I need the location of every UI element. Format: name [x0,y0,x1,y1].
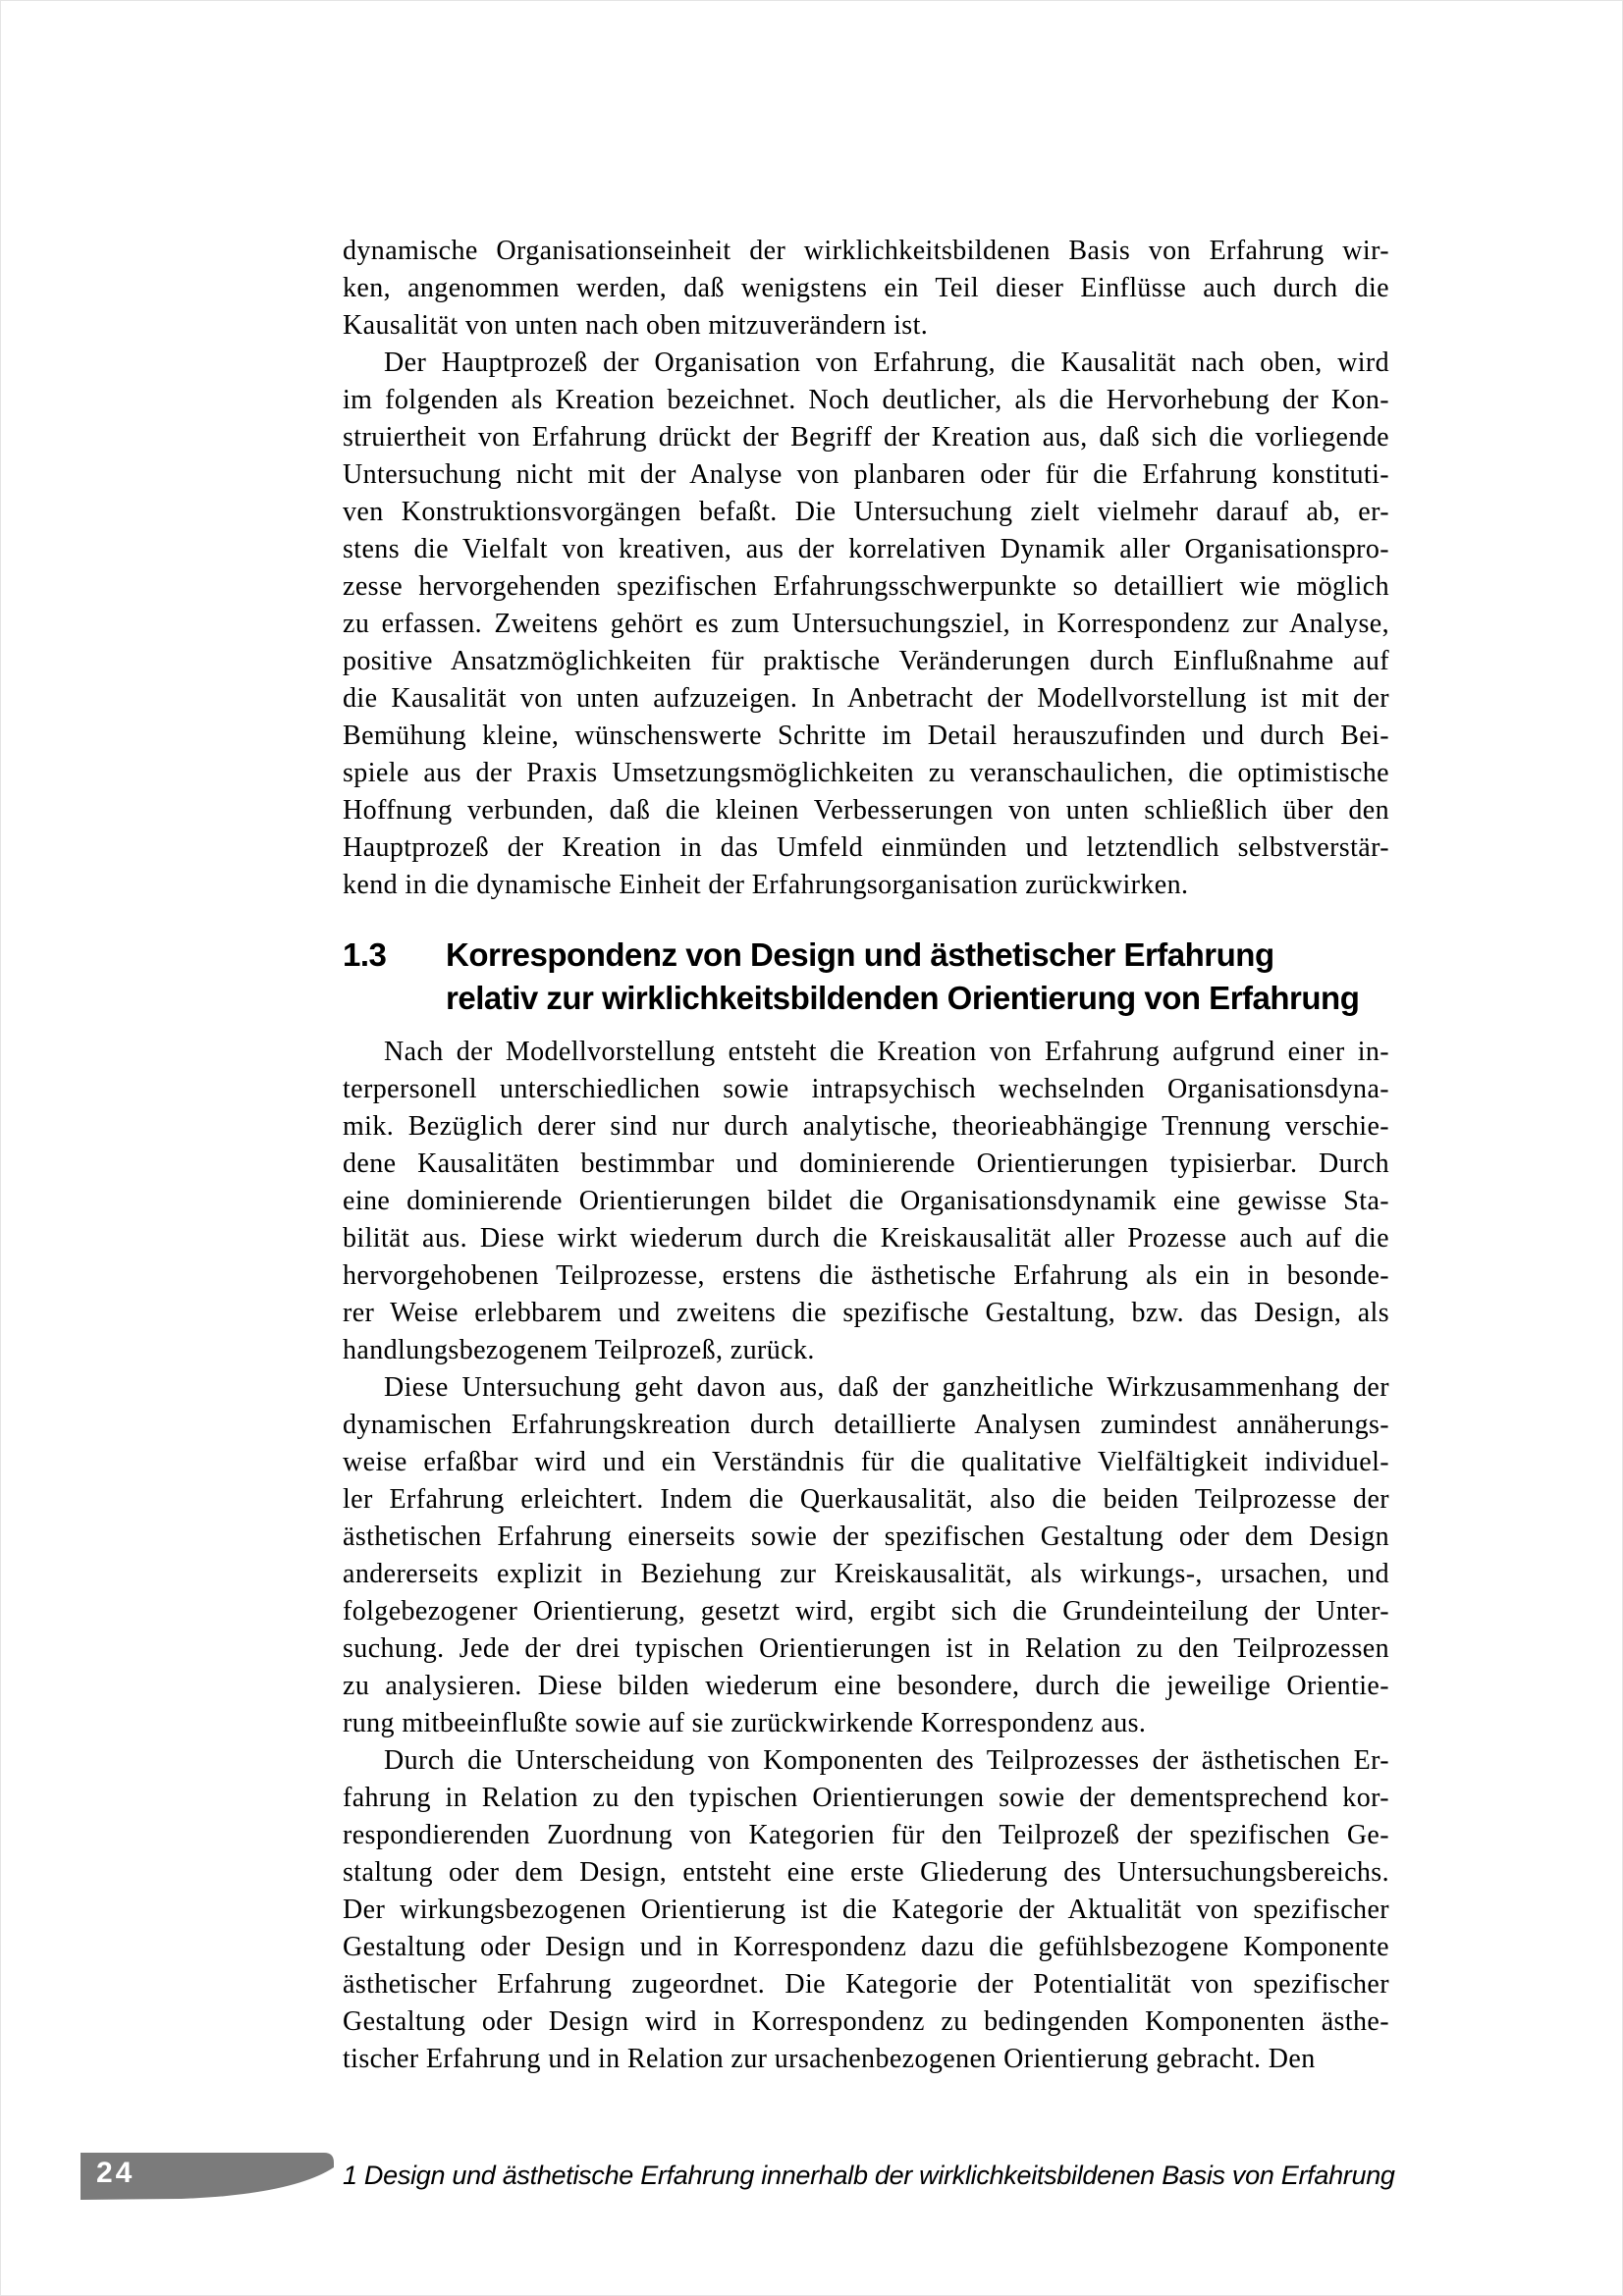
text-line: dene Kausalitäten bestimmbar und dominierende Orientierungen typisierbar. Durch [343,1148,1389,1179]
text-line: Diese Untersuchung geht davon aus, daß der ganzheitliche Wirkzusammenhang der [384,1372,1389,1403]
text-line: folgebezogener Orientierung, gesetzt wird, ergibt sich die Grundeinteilung der Unter- [343,1596,1389,1627]
text-line: zu analysieren. Diese bilden wiederum eine besondere, durch die jeweilige Orientie- [343,1671,1389,1701]
text-line: Kausalität von unten nach oben mitzuverändern ist. [343,310,929,341]
text-line: ästhetischen Erfahrung einerseits sowie der spezifischen Gestaltung oder dem Design [343,1522,1389,1552]
text-line: Gestaltung oder Design wird in Korrespondenz zu bedingenden Komponenten ästhe- [343,2006,1389,2037]
page-footer [1,2153,1623,2202]
body-paragraph [343,1742,1389,2078]
page-number: 24 [96,2157,135,2189]
text-line: weise erfaßbar wird und ein Verständnis für die qualitative Vielfältigkeit individuel- [343,1447,1389,1477]
text-line: suchung. Jede der drei typischen Orientierungen ist in Relation zu den Teilprozessen [343,1633,1389,1664]
body-paragraph [343,1034,1389,1369]
text-line: ken, angenommen werden, daß wenigstens ein Teil dieser Einflüsse auch durch die [343,273,1389,303]
text-line: spiele aus der Praxis Umsetzungsmöglichkeiten zu veranschaulichen, die optimistische [343,758,1389,788]
text-line: staltung oder dem Design, entsteht eine erste Gliederung des Untersuchungsbereichs. [343,1857,1389,1888]
text-line: kend in die dynamische Einheit der Erfahrungsorganisation zurückwirken. [343,870,1189,900]
text-line: ästhetischer Erfahrung zugeordnet. Die Kategorie der Potentialität von spezifischer [343,1969,1389,2000]
text-line: Bemühung kleine, wünschenswerte Schritte im Detail herauszufinden und durch Bei- [343,721,1389,751]
text-line: rung mitbeeinflußte sowie auf sie zurückwirkende Korrespondenz aus. [343,1708,1147,1738]
text-line: Der wirkungsbezogenen Orientierung ist die Kategorie der Aktualität von spezifischer [343,1895,1389,1925]
text-line: Gestaltung oder Design und in Korrespondenz dazu die gefühlsbezogene Komponente [343,1932,1389,1962]
text-line: terpersonell unterschiedlichen sowie intrapsychisch wechselnden Organisationsdyna- [343,1074,1389,1104]
text-line: im folgenden als Kreation bezeichnet. Noch deutlicher, als die Hervorhebung der Kon- [343,385,1389,415]
text-line: tischer Erfahrung und in Relation zur ursachenbezogenen Orientierung gebracht. Den [343,2044,1316,2074]
section-heading-line: relativ zur wirklichkeitsbildenden Orientierung von Erfahrung [446,980,1360,1016]
text-line: positive Ansatzmöglichkeiten für praktische Veränderungen durch Einflußnahme auf [343,646,1389,676]
section-heading [343,934,1389,1020]
section-heading-line: Korrespondenz von Design und ästhetischer Erfahrung [446,936,1274,973]
text-line: Nach der Modellvorstellung entsteht die Kreation von Erfahrung aufgrund einer in- [384,1037,1389,1067]
text-line: Durch die Unterscheidung von Komponenten des Teilprozesses der ästhetischen Er- [384,1745,1389,1776]
body-paragraph [343,233,1389,345]
text-line: ler Erfahrung erleichtert. Indem die Querkausalität, also die beiden Teilprozesse der [343,1484,1389,1515]
text-line: Untersuchung nicht mit der Analyse von planbaren oder für die Erfahrung konstituti- [343,459,1389,490]
page-body-text [343,233,1389,2078]
text-line: respondierenden Zuordnung von Kategorien für den Teilprozeß der spezifischen Ge- [343,1820,1389,1850]
body-paragraph [343,345,1389,904]
text-line: rer Weise erlebbarem und zweitens die spezifische Gestaltung, bzw. das Design, als [343,1298,1389,1328]
text-line: Der Hauptprozeß der Organisation von Erfahrung, die Kausalität nach oben, wird [384,347,1389,378]
body-paragraph [343,1369,1389,1742]
text-line: handlungsbezogenem Teilprozeß, zurück. [343,1335,815,1365]
text-line: fahrung in Relation zu den typischen Orientierungen sowie der dementsprechend kor- [343,1783,1389,1813]
text-line: zu erfassen. Zweitens gehört es zum Untersuchungsziel, in Korrespondenz zur Analyse, [343,609,1389,639]
text-line: dynamische Organisationseinheit der wirklichkeitsbildenen Basis von Erfahrung wir- [343,236,1389,266]
text-line: andererseits explizit in Beziehung zur Kreiskausalität, als wirkungs-, ursachen, und [343,1559,1389,1589]
running-footer-title: 1 Design und ästhetische Erfahrung innerhalb der wirklichkeitsbildenen Basis von Erfahrung [343,2161,1395,2190]
text-line: mik. Bezüglich derer sind nur durch analytische, theorieabhängige Trennung verschie- [343,1111,1389,1142]
text-line: dynamischen Erfahrungskreation durch detaillierte Analysen zumindest annäherungs- [343,1410,1389,1440]
page-number-badge [81,2153,334,2200]
text-line: stens die Vielfalt von kreativen, aus der korrelativen Dynamik aller Organisationspro- [343,534,1389,564]
text-line: struiertheit von Erfahrung drückt der Begriff der Kreation aus, daß sich die vorliegende [343,422,1389,453]
text-line: hervorgehobenen Teilprozesse, erstens die ästhetische Erfahrung als ein in besonde- [343,1260,1389,1291]
text-line: eine dominierende Orientierungen bildet die Organisationsdynamik eine gewisse Sta- [343,1186,1389,1216]
text-line: Hauptprozeß der Kreation in das Umfeld einmünden und letztendlich selbstverstär- [343,832,1389,863]
section-number: 1.3 [343,936,387,973]
text-line: die Kausalität von unten aufzuzeigen. In Anbetracht der Modellvorstellung ist mit der [343,683,1389,714]
text-line: zesse hervorgehenden spezifischen Erfahrungsschwerpunkte so detailliert wie möglich [343,571,1389,602]
text-line: Hoffnung verbunden, daß die kleinen Verbesserungen von unten schließlich über den [343,795,1389,826]
text-line: ven Konstruktionsvorgängen befaßt. Die Untersuchung zielt vielmehr darauf ab, er- [343,497,1389,527]
text-line: bilität aus. Diese wirkt wiederum durch die Kreiskausalität aller Prozesse auch auf die [343,1223,1389,1254]
